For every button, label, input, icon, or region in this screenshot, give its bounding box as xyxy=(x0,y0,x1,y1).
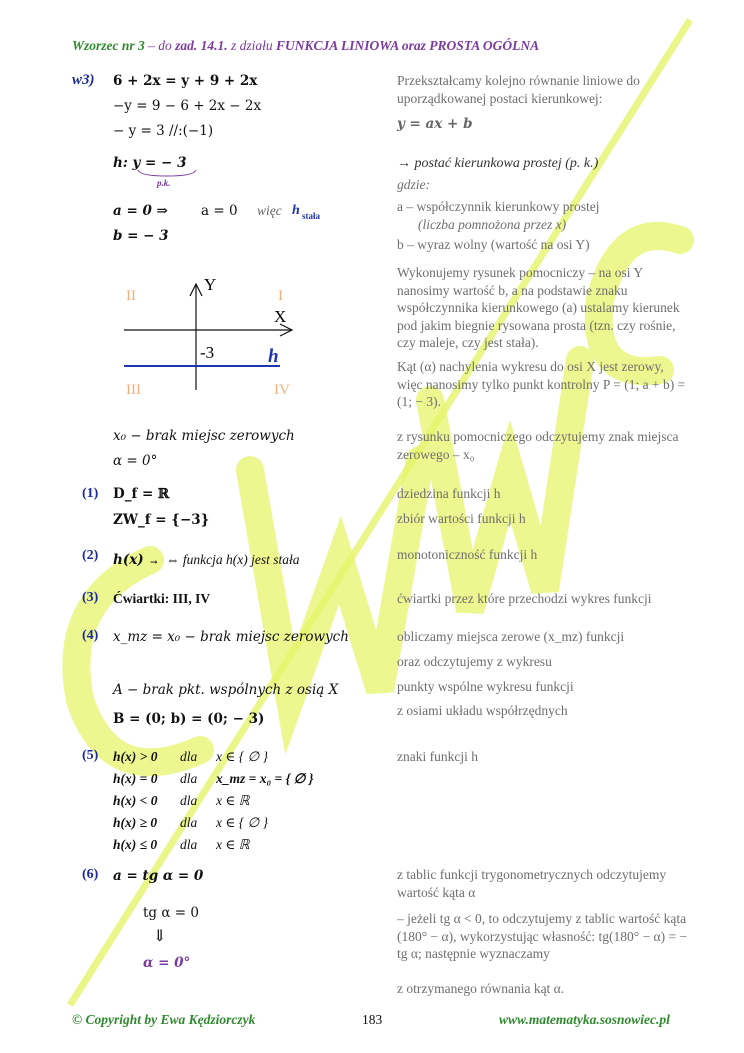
equation-5c: więc xyxy=(257,203,282,218)
sign-row-2-right: x_mz = x₀ = { ∅ } xyxy=(216,771,314,786)
equation-4: h: y = − 3 xyxy=(113,155,187,171)
quadrant-3: III xyxy=(126,382,141,398)
note-monotonic: monotoniczność funkcji h xyxy=(397,547,538,562)
x-label: X xyxy=(274,307,287,326)
sign-row-5-right: x ∈ ℝ xyxy=(216,837,250,852)
note-linear-transform: Przekształcamy kolejno równanie liniowe do uporządkowanej postaci kierunkowej: xyxy=(397,73,640,106)
example-label: w3) xyxy=(72,72,95,88)
implies-arrow: ⇓ xyxy=(153,928,167,945)
quadrant-1: I xyxy=(278,288,283,304)
note-read-graph: oraz odczytujemy z wykresu xyxy=(397,654,552,669)
footer-copyright: © Copyright by Ewa Kędziorczyk xyxy=(72,1012,256,1027)
point-a-text: A − brak pkt. wspólnych z osią X xyxy=(113,682,339,698)
note-b: b – wyraz wolny (wartość na osi Y) xyxy=(397,237,590,252)
equation-5d: h xyxy=(292,203,300,218)
row-1-number: (1) xyxy=(82,486,99,501)
monotonic-text: ⇔ funkcja h(x) jest stała xyxy=(166,552,300,567)
auxiliary-graph xyxy=(120,270,300,400)
note-aux-drawing: Wykonujemy rysunek pomocniczy – na osi Y nanosimy wartość b, a na podstawie znaku współczynnika kierunkowego (a) ustalamy kierunek pod jakim biegnie rysowana prosta (tzn. czy rośnie, czy maleje, czy jest stała). xyxy=(397,265,680,350)
note-trig-tables: z tablic funkcji trygonometrycznych odczytujemy wartość kąta α xyxy=(397,867,667,900)
note-quadrants: ćwiartki przez które przechodzi wykres funkcji xyxy=(397,591,652,606)
page-header: Wzorzec nr 3 – do zad. 14.1. z działu FUNKCJA LINIOWA oraz PROSTA OGÓLNA xyxy=(72,38,540,53)
row-4-number: (4) xyxy=(82,628,99,643)
note-axes: z osiami układu współrzędnych xyxy=(397,703,568,718)
equation-2: −y = 9 − 6 + 2x − 2x xyxy=(113,98,262,114)
note-zeros: obliczamy miejsca zerowe (x_mz) funkcji xyxy=(397,629,625,644)
sign-row-2-left: h(x) = 0 xyxy=(113,771,158,786)
note-gdzie: gdzie: xyxy=(397,177,430,192)
sign-row-3-right: x ∈ ℝ xyxy=(216,793,250,808)
quadrant-4: IV xyxy=(274,382,290,398)
tangent-eq: a = tg α = 0 xyxy=(113,868,204,884)
note-final-angle: z otrzymanego równania kąt α. xyxy=(397,981,565,996)
zero-places-text: x_mz = x₀ − brak miejsc zerowych xyxy=(113,629,349,645)
equation-6: b = − 3 xyxy=(113,228,169,244)
point-b-text: B = (0; b) = (0; − 3) xyxy=(113,711,265,727)
equation-5a: a = 0 ⇒ xyxy=(113,203,168,219)
note-zero-sign: z rysunku pomocniczego odczytujemy znak miejsca zerowego – x₀ xyxy=(397,429,679,462)
note-range: zbiór wartości funkcji h xyxy=(397,511,526,526)
monotonic-arrow: → xyxy=(150,558,158,568)
note-signs: znaki funkcji h xyxy=(397,749,478,764)
sign-row-3-left: h(x) < 0 xyxy=(113,793,158,808)
row-2-number: (2) xyxy=(82,548,99,563)
range-text: ZW_f = {−3} xyxy=(113,512,210,528)
tangent-eq-2: tg α = 0 xyxy=(143,905,199,921)
note-angle: Kąt (α) nachylenia wykresu do osi X jest zerowy, więc nanosimy tylko punkt kontrolny P = (1; a + b) = (1; − 3). xyxy=(397,359,686,409)
alpha-text: α = 0° xyxy=(113,453,158,469)
x0-text: x₀ − brak miejsc zerowych xyxy=(113,428,295,444)
pk-label: p.k. xyxy=(157,178,171,188)
quadrant-2: II xyxy=(126,288,136,304)
note-slope-form: y = ax + b xyxy=(397,116,473,132)
angle-result: α = 0° xyxy=(143,955,191,971)
note-a-detail: (liczba pomnożona przez x) xyxy=(418,217,567,232)
intercept-label: -3 xyxy=(200,343,215,362)
y-label: Y xyxy=(204,275,217,294)
line-label: h xyxy=(268,346,279,367)
sign-row-1-right: x ∈ { ∅ } xyxy=(216,749,269,764)
equation-3: − y = 3 //:(−1) xyxy=(113,123,214,139)
quadrants-text: Ćwiartki: III, IV xyxy=(113,591,211,606)
equation-5b: a = 0 xyxy=(201,203,238,219)
page-number: 183 xyxy=(362,1012,383,1027)
sign-row-5-left: h(x) ≤ 0 xyxy=(113,837,158,852)
sign-row-1-dla: dla xyxy=(180,749,198,764)
equation-5e: stała xyxy=(302,211,320,221)
equation-1: 6 + 2x = y + 9 + 2x xyxy=(113,73,258,89)
row-5-number: (5) xyxy=(82,748,99,763)
sign-row-4-right: x ∈ { ∅ } xyxy=(216,815,269,830)
sign-row-3-dla: dla xyxy=(180,793,198,808)
sign-row-1-left: h(x) > 0 xyxy=(113,749,158,764)
sign-row-5-dla: dla xyxy=(180,837,198,852)
note-common-points: punkty wspólne wykresu funkcji xyxy=(397,679,574,694)
row-6-number: (6) xyxy=(82,867,99,882)
note-a: a – współczynnik kierunkowy prostej xyxy=(397,199,600,214)
note-pk: → postać kierunkowa prostej (p. k.) xyxy=(397,156,599,171)
sign-row-2-dla: dla xyxy=(180,771,198,786)
monotonic-symbol: h(x) xyxy=(113,552,144,568)
row-3-number: (3) xyxy=(82,590,99,605)
domain-text: D_f = ℝ xyxy=(113,486,170,502)
note-negative-tan: – jeżeli tg α < 0, to odczytujemy z tablic wartość kąta (180° − α), wykorzystując własność: tg(180° − α) = − tg α; następnie wyznaczamy xyxy=(397,911,688,961)
footer-url[interactable]: www.matematyka.sosnowiec.pl xyxy=(499,1012,670,1027)
note-domain: dziedzina funkcji h xyxy=(397,486,501,501)
sign-row-4-left: h(x) ≥ 0 xyxy=(113,815,158,830)
sign-row-4-dla: dla xyxy=(180,815,198,830)
